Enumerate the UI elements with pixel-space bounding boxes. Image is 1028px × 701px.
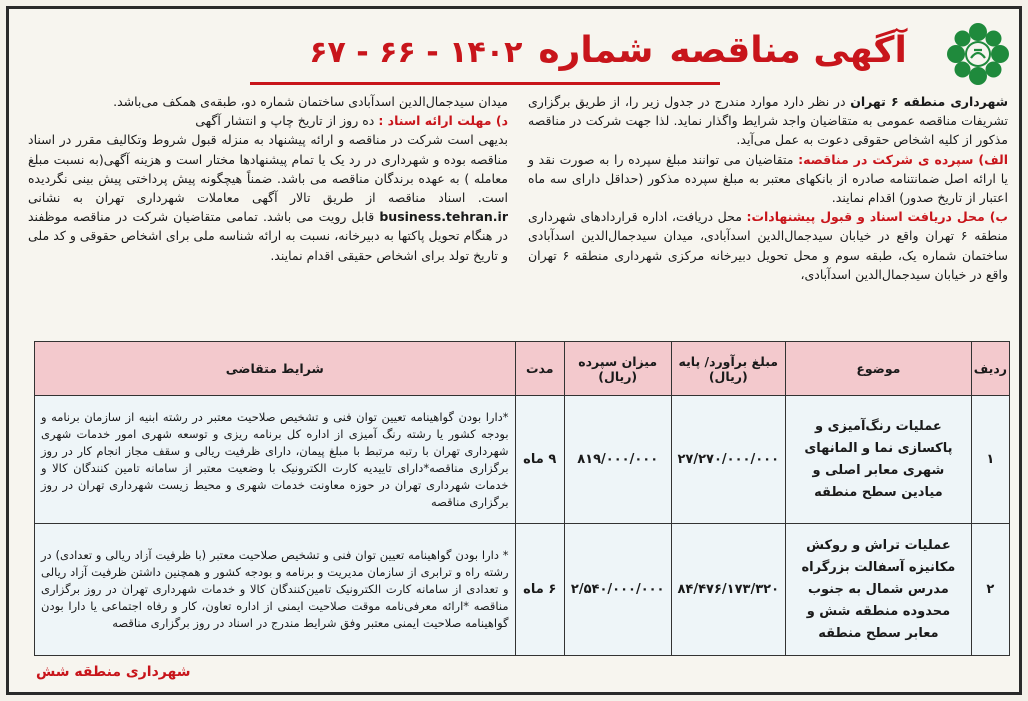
section-b-title: ب) محل دریافت اسناد و قبول پیشنهادات:: [746, 209, 1008, 225]
footer-signature: شهرداری منطقه شش: [36, 664, 191, 680]
title-underline: [250, 82, 720, 85]
row-number: ۱: [971, 396, 1009, 524]
section-d-text: ده روز از تاریخ چاپ و انتشار آگهی: [195, 113, 375, 129]
right-text-column: [528, 92, 1008, 284]
header-row-no: ردیف: [971, 342, 1009, 396]
title-label: شماره: [538, 30, 654, 71]
section-d-title: د) مهلت ارائه اسناد :: [378, 113, 508, 129]
table-row: [35, 524, 1010, 656]
row-conditions: *دارا بودن گواهینامه تعیین توان فنی و تشخیص صلاحیت معتبر در رشته ابنیه از سازمان برنامه و بودجه کشور یا رشته رنگ آمیزی از اداره کل برنامه ریزی و توسعه شهری امور خدمات شهری شهرداری تهران با رتبه مرتبط با مبلغ پیمان، دارای ظرفیت ریالی و سقف مجاز انجام کار در روز برگزاری مناقصه*دارای تاییدیه کارت الکترونیک با وضعیت معتبر از سامانه تامین کنندگان کالا و خدمات شهرداری تهران در حوزه معاونت خدمات شهری و محیط زیست شهرداری تهران در روز برگزاری مناقصه: [35, 396, 516, 524]
table-header-row: [35, 342, 1010, 396]
tender-number: ۶۷ - ۶۶ - ۱۴۰۲: [309, 35, 523, 70]
row-deposit: ۸۱۹/۰۰۰/۰۰۰: [564, 396, 671, 524]
header-conditions: شرایط متقاضی: [35, 342, 516, 396]
row-conditions: * دارا بودن گواهینامه تعیین توان فنی و تشخیص صلاحیت معتبر (با ظرفیت آزاد ریالی و تعدادی) در رشته راه و ترابری از سازمان مدیریت و برنامه و بودجه کشور و همچنین داشتن ظرفیت آزاد ریالی و تعدادی از سامانه کارت الکترونیک تامین‌کنندگان کالا و خدمات شهرداری تهران در روز برگزاری مناقصه *ارائه معرفی‌نامه موقت صلاحیت ایمنی از اداره تعاون، کار و رفاه اجتماعی یا دارا بودن گواهینامه صلاحیت ایمنی معتبر وفق شرایط مندرج در اسناد در روز برگزاری مناقصه: [35, 524, 516, 656]
row-estimate: ۸۴/۴۷۶/۱۷۳/۳۲۰: [671, 524, 786, 656]
row-deposit: ۲/۵۴۰/۰۰۰/۰۰۰: [564, 524, 671, 656]
header-subject: موضوع: [786, 342, 972, 396]
intro-text: در نظر دارد موارد مندرج در جدول زیر را، از طریق برگزاری تشریفات مناقصه عمومی به متقاضیان واجد شرایط واگذار نماید. لذا جهت شرکت در مناقصه مذکور از کلیه اشخاص حقوقی دعوت به عمل می‌آید.: [528, 94, 1008, 148]
left-text-column: [28, 92, 508, 265]
row-number: ۲: [971, 524, 1009, 656]
address-continuation: میدان سیدجمال‌الدین اسدآبادی ساختمان شماره دو، طبقه‌ی همکف می‌باشد.: [113, 94, 508, 109]
row-subject: عملیات رنگ‌آمیزی و پاکسازی نما و المانهای شهری معابر اصلی و میادین سطح منطقه: [786, 396, 972, 524]
section-b-text: محل دریافت، اداره قراردادهای شهرداری منطقه ۶ تهران واقع در خیابان سیدجمال‌الدین اسدآبادی، میدان سیدجمال‌الدین اسدآبادی ساختمان شماره یک، طبقه سوم و محل تحویل دبیرخانه مرکزی شهرداری منطقه ۶ تهران واقع در خیابان سیدجمال‌الدین اسدآبادی،: [528, 209, 1009, 282]
terms-text-1: بدیهی است شرکت در مناقصه و ارائه پیشنهاد به منزله قبول شروط وتکالیف مقرر در اسناد مناقصه بوده و شهرداری در رد یک یا تمام پیشنهادها مختار است و هزینه آگهی(به نسبت مبلغ معامله ) به عهده برندگان مناقصه می باشد. ضمناً هیچگونه پیش پرداختی پیش بینی نگردیده است. اسناد مناقصه از طریق تالار آگهی معاملات شهرداری تهران به نشانی: [28, 132, 508, 206]
section-a-text: متقاضیان می توانند مبلغ سپرده را به صورت نقد و یا ارائه اصل ضمانتنامه صادره از بانکهای معتبر به مبلغ سپرده مذکور (حداقل دارای سه ماه اعتبار از تاریخ صدور) اقدام نمایند.: [528, 151, 1008, 206]
row-duration: ۹ ماه: [515, 396, 564, 524]
header-duration: مدت: [515, 342, 564, 396]
section-a-title: الف) سپرده ی شرکت در مناقصه:: [798, 151, 1008, 167]
row-subject: عملیات تراش و روکش مکانیزه آسفالت بزرگراه مدرس شمال به جنوب محدوده منطقه شش و معابر سطح منطقه: [786, 524, 972, 656]
tender-table: [34, 341, 1010, 656]
header-deposit: میزان سپرده (ریال): [564, 342, 671, 396]
row-duration: ۶ ماه: [515, 524, 564, 656]
page-title: [298, 30, 918, 86]
header-estimate: مبلغ برآورد/ پایه (ریال): [671, 342, 786, 396]
row-estimate: ۲۷/۲۷۰/۰۰۰/۰۰۰: [671, 396, 786, 524]
tehran-municipality-logo-icon: [946, 22, 1010, 86]
title-word: آگهی مناقصه: [669, 30, 907, 71]
table-row: [35, 396, 1010, 524]
terms-text-2: قابل رویت می باشد. تمامی متقاضیان شرکت در مناقصه موظفند در هنگام تحویل پاکتها به دبیرخانه، نسبت به ارائه شناسه ملی برای اشخاص حقوقی و کد ملی و تاریخ تولد برای اشخاص حقیقی اقدام نمایند.: [28, 209, 508, 263]
website-link[interactable]: business.tehran.ir: [379, 209, 508, 225]
intro-org: شهرداری منطقه ۶ تهران: [850, 94, 1008, 109]
